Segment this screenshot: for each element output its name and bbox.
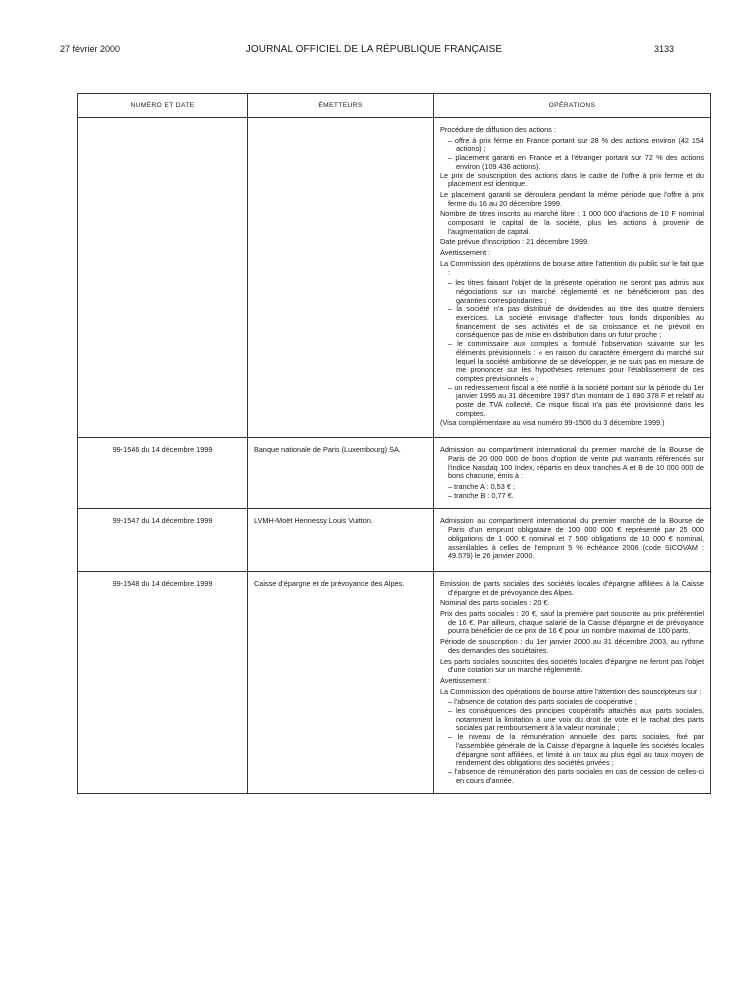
operation-paragraph: La Commission des opérations de bourse attire l'attention du public sur le fait que : (440, 258, 704, 277)
cell-operations (434, 438, 711, 509)
operation-paragraph: Les parts sociales souscrites des sociétés locales d'épargne ne feront pas l'objet d'une cotation sur un marché réglementé. (440, 656, 704, 675)
operation-list-item: – le niveau de la rémunération annuelle des parts sociales, fixé par l'assemblée générale de la Caisse d'épargne à laquelle les sociétés locales d'épargne sont affiliées, et limité à un taux au plus égal au taux moyen de rendement des obligations des sociétés privées ; (448, 732, 704, 768)
table-row (78, 571, 711, 793)
header-date: 27 février 2000 (60, 44, 121, 54)
cell-number-date: 99-1548 du 14 décembre 1999 (78, 571, 248, 793)
cell-operations (434, 509, 711, 572)
table-row (78, 509, 711, 572)
operation-paragraph: La Commission des opérations de bourse attire l'attention des souscripteurs sur : (440, 686, 702, 696)
operation-list-item: – l'absence de cotation des parts sociales de coopérative ; (448, 697, 637, 707)
table-row (78, 438, 711, 509)
operation-paragraph: Emission de parts sociales des sociétés locales d'épargne affiliées à la Caisse d'épargne et de prévoyance des Alpes. (440, 578, 704, 597)
cell-issuer: LVMH-Moët Hennessy Louis Vuitton. (248, 509, 434, 572)
operation-paragraph: Nombre de titres inscrits au marché libre : 1 000 000 d'actions de 10 F nominal composant le capital de la société, plus les actions à provenir de l'augmentation de capital. (440, 209, 704, 236)
cell-operations (434, 118, 711, 438)
cell-number-date: 99-1547 du 14 décembre 1999 (78, 509, 248, 572)
operation-list-item: – placement garanti en France et à l'étranger portant sur 72 % des actions environ (109 436 actions). (448, 153, 704, 171)
column-header-operations: OPÉRATIONS (434, 94, 711, 118)
table-header-row (78, 94, 711, 118)
operation-paragraph: (Visa complémentaire au visa numéro 99-1506 du 3 décembre 1999.) (440, 417, 665, 427)
operation-paragraph: Admission au compartiment international du premier marché de la Bourse de Paris de 20 000 000 de bons d'option de vente put warrants référencés sur l'indice Nasdaq 100 Index, répartis en deux tranches A et B de 10 000 000 de bons chacune, émis à : (440, 445, 704, 481)
operation-list-item: – le commissaire aux comptes a formulé l'observation suivante sur les éléments prévisionnels : « en raison du caractère émergent du marché sur lequel la société ambitionne de se développer, je ne suis pas en mesure de me prononcer sur les hypothèses retenues pour l'établissement de ces comptes prévisionnels » ; (448, 339, 704, 383)
table-row (78, 118, 711, 438)
journal-title: JOURNAL OFFICIEL DE LA RÉPUBLIQUE FRANÇAISE (245, 44, 503, 55)
cell-operations (434, 571, 711, 793)
operation-paragraph: Procédure de diffusion des actions : (440, 125, 556, 134)
operation-paragraph: Date prévue d'inscription : 21 décembre 1999. (440, 237, 590, 247)
operation-paragraph: Période de souscription : du 1er janvier 2000 au 31 décembre 2003, au rythme des demandes des sociétaires. (440, 637, 704, 655)
operation-list-item: – tranche A : 0,53 € ; (448, 482, 515, 492)
column-header-issuers: ÉMETTEURS (248, 94, 434, 118)
cell-issuer: Banque nationale de Paris (Luxembourg) SA. (248, 438, 434, 509)
operation-list-item: – un redressement fiscal a été notifié à la société portant sur la période du 1er janvier 1995 au 31 décembre 1997 d'un montant de 1 690 378 F et relatif au poste de TVA collecté. Ce risque fiscal n'a pas été provisionné dans les comptes. (448, 382, 704, 418)
cell-number-date (78, 118, 248, 438)
operations-table (77, 93, 711, 794)
operation-paragraph: Le placement garanti se déroulera pendant la même période que l'offre à prix ferme du 16 au 20 décembre 1999. (440, 189, 704, 208)
operation-paragraph: Avertissement : (440, 675, 491, 685)
page-number: 3133 (653, 44, 674, 54)
operation-list-item: – les titres faisant l'objet de la présente opération ne seront pas admis aux négociations sur un marché réglementé et ne bénéficieront pas des garanties correspondantes ; (448, 278, 704, 305)
cell-number-date: 99-1546 du 14 décembre 1999 (78, 438, 248, 509)
operation-list-item: – offre à prix ferme en France portant sur 28 % des actions environ (42 154 actions) ; (448, 135, 704, 154)
operation-paragraph: Prix des parts sociales : 20 €, sauf la première part souscrite au prix préférentiel de 16 €. Par ailleurs, chaque salarié de la Caisse d'épargne et de prévoyance pourra bénéficier de ce prix de 16 € pour un nombre maximal de 100 parts. (440, 609, 704, 636)
cell-issuer: Caisse d'épargne et de prévoyance des Alpes. (248, 571, 434, 793)
column-header-number-date: NUMÉRO ET DATE (78, 94, 248, 118)
operation-paragraph: Avertissement : (440, 248, 491, 258)
operation-paragraph: Nominal des parts sociales : 20 €. (440, 598, 550, 608)
operation-list-item: – l'absence de rémunération des parts sociales en cas de cession de celles-ci en cours d'année. (448, 767, 704, 785)
operation-list-item: – la société n'a pas distribué de dividendes au titre des quatre derniers exercices. La société envisage d'affecter tous fonds disponibles au financement de ses activités et de sa croissance et ne prévoit en conséquence pas de mise en distribution dans un futur proche ; (448, 304, 704, 340)
operation-list-item: – les conséquences des principes coopératifs attachés aux parts sociales, notamment la limitation à une voix du droit de vote et le rachat des parts sociales par remboursement à la valeur nominale ; (448, 706, 704, 733)
cell-issuer (248, 118, 434, 438)
operation-paragraph: Admission au compartiment international du premier marché de la Bourse de Paris d'un emprunt obligataire de 100 000 000 € représenté par 25 000 obligations de 1 000 € nominal et 7 500 obligations de 10 000 € nominal, assimilables à celles de l'emprunt 5 % échéance 2006 (code SICOVAM : 49.579) le 26 janvier 2000. (440, 516, 704, 561)
operation-list-item: – tranche B : 0,77 €. (448, 490, 514, 500)
operation-paragraph: Le prix de souscription des actions dans le cadre de l'offre à prix ferme et du placement est identique. (440, 170, 704, 189)
